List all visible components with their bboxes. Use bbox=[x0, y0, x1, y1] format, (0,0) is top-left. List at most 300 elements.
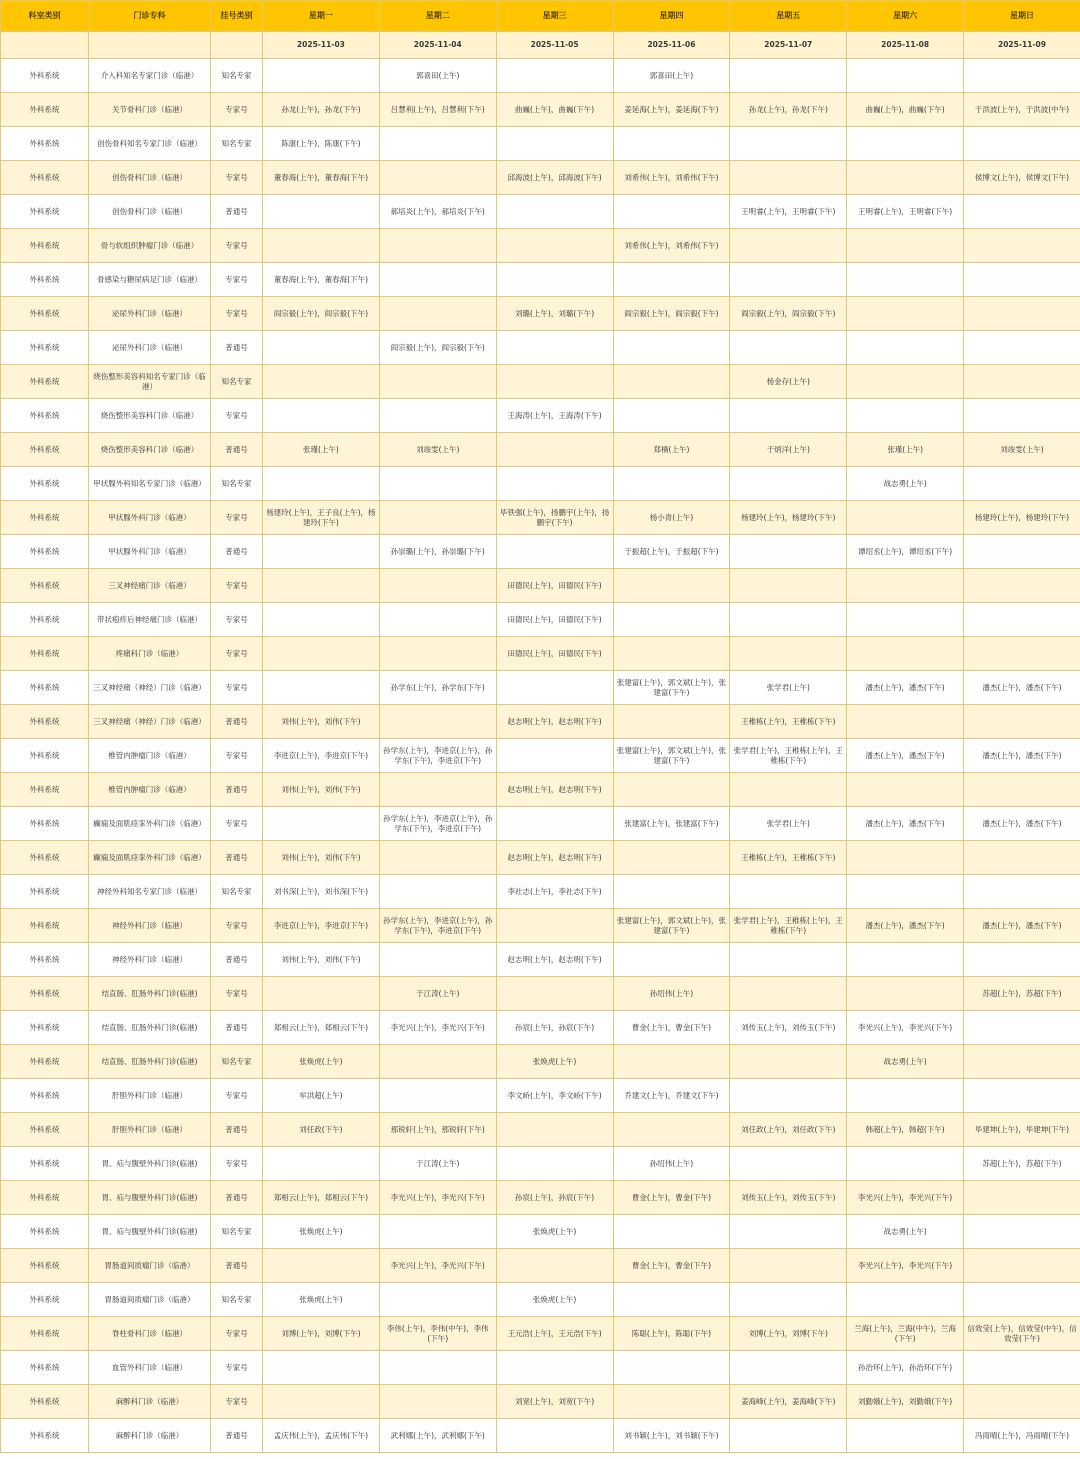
table-row bbox=[1, 705, 1080, 739]
schedule-cell: 张焕虎(上午) bbox=[496, 1045, 613, 1079]
schedule-cell bbox=[613, 195, 730, 229]
schedule-cell: 姜海峰(上午)，姜海峰(下午) bbox=[730, 1385, 847, 1419]
registration-type-cell: 普通号 bbox=[211, 535, 263, 569]
registration-type-cell: 专家号 bbox=[211, 1147, 263, 1181]
schedule-cell: 刘希伟(上午)，刘希伟(下午) bbox=[613, 229, 730, 263]
clinic-cell: 甲状腺外科门诊（临港） bbox=[89, 501, 211, 535]
schedule-cell: 于炳洋(上午) bbox=[730, 433, 847, 467]
schedule-cell bbox=[613, 127, 730, 161]
schedule-cell: 刘宽(上午)，刘宽(下午) bbox=[496, 1385, 613, 1419]
schedule-cell: 潘杰(上午)，潘杰(下午) bbox=[847, 909, 964, 943]
schedule-cell bbox=[379, 1215, 496, 1249]
schedule-cell bbox=[613, 603, 730, 637]
schedule-cell: 潘杰(上午)，潘杰(下午) bbox=[964, 739, 1080, 773]
schedule-cell: 于江涛(上午) bbox=[379, 1147, 496, 1181]
schedule-cell bbox=[613, 1215, 730, 1249]
table-row bbox=[1, 195, 1080, 229]
schedule-cell: 孙学东(上午)，李进京(上午)，孙学东(下午)，李进京(下午) bbox=[379, 807, 496, 841]
table-row bbox=[1, 467, 1080, 501]
schedule-cell: 杨小青(上午) bbox=[613, 501, 730, 535]
schedule-cell: 刘伟(上午)，刘伟(下午) bbox=[263, 705, 380, 739]
schedule-cell bbox=[730, 875, 847, 909]
clinic-cell: 介入科知名专家门诊（临港） bbox=[89, 59, 211, 93]
table-row bbox=[1, 1215, 1080, 1249]
clinic-cell: 脊柱骨科门诊（临港） bbox=[89, 1317, 211, 1351]
schedule-cell: 曲巍(上午)，曲巍(下午) bbox=[847, 93, 964, 127]
dept-cell: 外科系统 bbox=[1, 297, 89, 331]
dept-cell: 外科系统 bbox=[1, 535, 89, 569]
schedule-cell bbox=[847, 297, 964, 331]
dept-cell: 外科系统 bbox=[1, 943, 89, 977]
schedule-cell: 刘博(上午)，刘博(下午) bbox=[263, 1317, 380, 1351]
schedule-cell bbox=[847, 637, 964, 671]
schedule-cell bbox=[847, 127, 964, 161]
schedule-cell bbox=[496, 263, 613, 297]
schedule-cell bbox=[964, 1249, 1080, 1283]
schedule-cell bbox=[964, 127, 1080, 161]
schedule-cell bbox=[847, 365, 964, 399]
schedule-cell: 于洪波(上午)，于洪波(中午) bbox=[964, 93, 1080, 127]
schedule-cell bbox=[496, 535, 613, 569]
clinic-cell: 胃、疝与腹壁外科门诊(临港) bbox=[89, 1147, 211, 1181]
schedule-cell bbox=[730, 1351, 847, 1385]
schedule-cell: 赵志明(上午)，赵志明(下午) bbox=[496, 705, 613, 739]
schedule-cell bbox=[847, 1147, 964, 1181]
clinic-cell: 甲状腺外科知名专家门诊（临港） bbox=[89, 467, 211, 501]
registration-type-cell: 普通号 bbox=[211, 841, 263, 875]
schedule-cell: 阎宗毅(上午)，阎宗毅(下午) bbox=[379, 331, 496, 365]
schedule-cell: 董春海(上午)，董春海(下午) bbox=[263, 263, 380, 297]
schedule-cell: 李光兴(上午)，李光兴(下午) bbox=[847, 1181, 964, 1215]
dept-cell: 外科系统 bbox=[1, 841, 89, 875]
registration-type-cell: 普通号 bbox=[211, 1181, 263, 1215]
schedule-cell bbox=[730, 229, 847, 263]
dept-cell: 外科系统 bbox=[1, 365, 89, 399]
dept-cell: 外科系统 bbox=[1, 807, 89, 841]
registration-type-cell: 普通号 bbox=[211, 705, 263, 739]
table-row bbox=[1, 671, 1080, 705]
schedule-cell: 武利娜(上午)，武利娜(下午) bbox=[379, 1419, 496, 1453]
schedule-cell: 郝培炎(上午)，郝培炎(下午) bbox=[379, 195, 496, 229]
registration-type-cell: 专家号 bbox=[211, 671, 263, 705]
schedule-cell: 苏超(上午)，苏超(下午) bbox=[964, 1147, 1080, 1181]
schedule-cell bbox=[730, 467, 847, 501]
schedule-cell bbox=[964, 705, 1080, 739]
schedule-cell bbox=[964, 229, 1080, 263]
schedule-cell bbox=[730, 1079, 847, 1113]
clinic-cell: 泌尿外科门诊（临港） bbox=[89, 297, 211, 331]
table-row bbox=[1, 841, 1080, 875]
clinic-cell: 烧伤整形美容科门诊（临港） bbox=[89, 433, 211, 467]
registration-type-cell: 专家号 bbox=[211, 1079, 263, 1113]
dept-cell: 外科系统 bbox=[1, 1079, 89, 1113]
schedule-cell bbox=[496, 1147, 613, 1181]
table-row bbox=[1, 1045, 1080, 1079]
registration-type-cell: 知名专家 bbox=[211, 875, 263, 909]
schedule-cell bbox=[847, 59, 964, 93]
schedule-cell bbox=[496, 331, 613, 365]
schedule-cell: 张建富(上午)，郭文斌(上午)，张建富(下午) bbox=[613, 739, 730, 773]
schedule-cell: 郭喜田(上午) bbox=[379, 59, 496, 93]
registration-type-cell: 专家号 bbox=[211, 1385, 263, 1419]
schedule-cell: 田德民(上午)，田德民(下午) bbox=[496, 603, 613, 637]
registration-type-cell: 专家号 bbox=[211, 399, 263, 433]
schedule-cell bbox=[847, 331, 964, 365]
schedule-cell bbox=[613, 569, 730, 603]
schedule-cell: 刘伟(上午)，刘伟(下午) bbox=[263, 841, 380, 875]
schedule-cell: 刘博(上午)，刘博(下午) bbox=[730, 1317, 847, 1351]
schedule-cell bbox=[964, 365, 1080, 399]
schedule-cell: 李光兴(上午)，李光兴(下午) bbox=[379, 1249, 496, 1283]
clinic-cell: 神经外科知名专家门诊（临港） bbox=[89, 875, 211, 909]
schedule-cell bbox=[263, 603, 380, 637]
schedule-cell bbox=[613, 637, 730, 671]
table-row bbox=[1, 977, 1080, 1011]
schedule-cell bbox=[379, 501, 496, 535]
schedule-cell bbox=[379, 841, 496, 875]
dept-cell: 外科系统 bbox=[1, 1045, 89, 1079]
schedule-cell: 王海涛(上午)，王海涛(下午) bbox=[496, 399, 613, 433]
schedule-cell bbox=[964, 1079, 1080, 1113]
schedule-cell bbox=[613, 773, 730, 807]
schedule-cell: 张瑾(上午) bbox=[263, 433, 380, 467]
dept-cell: 外科系统 bbox=[1, 161, 89, 195]
registration-type-cell: 知名专家 bbox=[211, 59, 263, 93]
schedule-cell: 张焕虎(上午) bbox=[263, 1283, 380, 1317]
table-row bbox=[1, 1351, 1080, 1385]
schedule-cell bbox=[730, 943, 847, 977]
schedule-cell bbox=[730, 569, 847, 603]
schedule-cell bbox=[847, 501, 964, 535]
schedule-cell bbox=[964, 841, 1080, 875]
schedule-cell: 苏超(上午)，苏超(下午) bbox=[964, 977, 1080, 1011]
schedule-cell bbox=[496, 1351, 613, 1385]
schedule-cell bbox=[379, 229, 496, 263]
schedule-cell bbox=[964, 637, 1080, 671]
registration-type-cell: 知名专家 bbox=[211, 365, 263, 399]
registration-type-cell: 专家号 bbox=[211, 977, 263, 1011]
registration-type-cell: 专家号 bbox=[211, 297, 263, 331]
schedule-cell bbox=[847, 569, 964, 603]
schedule-cell: 于江涛(上午) bbox=[379, 977, 496, 1011]
schedule-cell: 冯雨晴(上午)，冯雨晴(下午) bbox=[964, 1419, 1080, 1453]
schedule-cell: 杨金存(上午) bbox=[730, 365, 847, 399]
schedule-cell bbox=[847, 943, 964, 977]
schedule-cell bbox=[964, 875, 1080, 909]
table-row bbox=[1, 1317, 1080, 1351]
date-blank bbox=[211, 32, 263, 59]
schedule-cell bbox=[730, 603, 847, 637]
schedule-cell: 刘勤娥(上午)，刘勤娥(下午) bbox=[847, 1385, 964, 1419]
schedule-cell: 刘竣雯(上午) bbox=[379, 433, 496, 467]
schedule-cell: 李光兴(上午)，李光兴(下午) bbox=[847, 1249, 964, 1283]
schedule-cell bbox=[613, 1045, 730, 1079]
schedule-cell bbox=[613, 1385, 730, 1419]
table-row bbox=[1, 943, 1080, 977]
schedule-cell bbox=[964, 59, 1080, 93]
dept-cell: 外科系统 bbox=[1, 1317, 89, 1351]
clinic-cell: 关节骨科门诊（临港） bbox=[89, 93, 211, 127]
schedule-cell: 刘璐(上午)，刘璐(下午) bbox=[496, 297, 613, 331]
schedule-cell bbox=[379, 637, 496, 671]
schedule-cell: 孙崇璐(上午)，孙崇璐(下午) bbox=[379, 535, 496, 569]
schedule-cell: 陈聪(上午)，陈聪(下午) bbox=[613, 1317, 730, 1351]
schedule-cell bbox=[730, 1419, 847, 1453]
schedule-cell: 吕慧利(上午)，吕慧利(下午) bbox=[379, 93, 496, 127]
dept-cell: 外科系统 bbox=[1, 1283, 89, 1317]
schedule-cell bbox=[379, 943, 496, 977]
schedule-cell: 赵志明(上午)，赵志明(下午) bbox=[496, 773, 613, 807]
registration-type-cell: 普通号 bbox=[211, 773, 263, 807]
schedule-cell bbox=[379, 399, 496, 433]
schedule-cell bbox=[496, 739, 613, 773]
schedule-cell: 孙龙(上午)，孙龙(下午) bbox=[263, 93, 380, 127]
schedule-cell: 王明睿(上午)，王明睿(下午) bbox=[847, 195, 964, 229]
schedule-cell: 信效莹(上午)，信效莹(中午)，信效莹(下午) bbox=[964, 1317, 1080, 1351]
schedule-cell bbox=[613, 263, 730, 297]
table-row bbox=[1, 909, 1080, 943]
date-cell: 2025-11-08 bbox=[847, 32, 964, 59]
schedule-cell bbox=[847, 705, 964, 739]
schedule-cell bbox=[964, 297, 1080, 331]
schedule-cell bbox=[379, 569, 496, 603]
schedule-cell bbox=[496, 1249, 613, 1283]
table-row bbox=[1, 161, 1080, 195]
schedule-cell: 牟洪超(上午) bbox=[263, 1079, 380, 1113]
schedule-cell: 李伟(上午)，李伟(中午)，李伟(下午) bbox=[379, 1317, 496, 1351]
clinic-cell: 椎管内肿瘤门诊（临港） bbox=[89, 773, 211, 807]
schedule-cell bbox=[496, 909, 613, 943]
schedule-cell bbox=[496, 467, 613, 501]
schedule-cell: 曹金(上午)，曹金(下午) bbox=[613, 1181, 730, 1215]
dept-cell: 外科系统 bbox=[1, 1215, 89, 1249]
dept-cell: 外科系统 bbox=[1, 671, 89, 705]
table-row bbox=[1, 127, 1080, 161]
schedule-cell bbox=[964, 1283, 1080, 1317]
clinic-cell: 结直肠、肛肠外科门诊(临港) bbox=[89, 1011, 211, 1045]
dept-cell: 外科系统 bbox=[1, 229, 89, 263]
clinic-cell: 三叉神经痛（神经）门诊（临港） bbox=[89, 671, 211, 705]
table-row bbox=[1, 1249, 1080, 1283]
date-cell: 2025-11-05 bbox=[496, 32, 613, 59]
schedule-cell: 刘任政(上午)，刘任政(下午) bbox=[730, 1113, 847, 1147]
schedule-cell: 孙学东(上午)，孙学东(下午) bbox=[379, 671, 496, 705]
schedule-cell bbox=[730, 399, 847, 433]
header-fri: 星期五 bbox=[730, 1, 847, 32]
schedule-cell bbox=[964, 399, 1080, 433]
schedule-cell bbox=[379, 467, 496, 501]
schedule-cell bbox=[379, 603, 496, 637]
dept-cell: 外科系统 bbox=[1, 603, 89, 637]
table-row bbox=[1, 1419, 1080, 1453]
schedule-cell: 孙宸(上午)，孙宸(下午) bbox=[496, 1011, 613, 1045]
schedule-cell bbox=[847, 399, 964, 433]
schedule-cell bbox=[379, 365, 496, 399]
schedule-cell bbox=[613, 875, 730, 909]
registration-type-cell: 知名专家 bbox=[211, 467, 263, 501]
schedule-cell bbox=[730, 59, 847, 93]
schedule-cell bbox=[496, 59, 613, 93]
schedule-cell bbox=[379, 263, 496, 297]
schedule-cell bbox=[847, 603, 964, 637]
table-row bbox=[1, 263, 1080, 297]
header-clinic: 门诊专科 bbox=[89, 1, 211, 32]
schedule-cell bbox=[964, 1181, 1080, 1215]
schedule-cell: 孙绍伟(上午) bbox=[613, 1147, 730, 1181]
schedule-cell bbox=[496, 1113, 613, 1147]
schedule-cell bbox=[730, 263, 847, 297]
schedule-cell: 郑相云(上午)，郑相云(下午) bbox=[263, 1011, 380, 1045]
registration-type-cell: 专家号 bbox=[211, 739, 263, 773]
clinic-cell: 肝胆外科门诊（临港） bbox=[89, 1079, 211, 1113]
schedule-cell bbox=[613, 1351, 730, 1385]
schedule-cell: 李光兴(上午)，李光兴(下午) bbox=[379, 1011, 496, 1045]
schedule-cell bbox=[964, 1385, 1080, 1419]
schedule-cell bbox=[379, 1385, 496, 1419]
registration-type-cell: 专家号 bbox=[211, 93, 263, 127]
registration-type-cell: 普通号 bbox=[211, 433, 263, 467]
schedule-cell: 刘书颖(上午)，刘书颖(下午) bbox=[613, 1419, 730, 1453]
schedule-cell: 孙治环(上午)，孙治环(下午) bbox=[847, 1351, 964, 1385]
date-cell: 2025-11-09 bbox=[964, 32, 1080, 59]
schedule-cell: 姜延海(上午)，姜延海(下午) bbox=[613, 93, 730, 127]
header-wed: 星期三 bbox=[496, 1, 613, 32]
table-row bbox=[1, 297, 1080, 331]
registration-type-cell: 专家号 bbox=[211, 263, 263, 297]
schedule-cell: 阎宗毅(上午)，阎宗毅(下午) bbox=[613, 297, 730, 331]
table-row bbox=[1, 365, 1080, 399]
schedule-cell bbox=[263, 1147, 380, 1181]
schedule-cell bbox=[847, 229, 964, 263]
schedule-cell: 杨建玲(上午)，王子良(上午)，杨建玲(下午) bbox=[263, 501, 380, 535]
schedule-cell bbox=[847, 841, 964, 875]
registration-type-cell: 知名专家 bbox=[211, 1283, 263, 1317]
header-sat: 星期六 bbox=[847, 1, 964, 32]
dept-cell: 外科系统 bbox=[1, 501, 89, 535]
header-sun: 星期日 bbox=[964, 1, 1080, 32]
dept-cell: 外科系统 bbox=[1, 467, 89, 501]
schedule-cell: 谭绍丞(上午)，谭绍丞(下午) bbox=[847, 535, 964, 569]
clinic-cell: 结直肠、肛肠外科门诊(临港) bbox=[89, 977, 211, 1011]
schedule-cell: 毕铁强(上午)，扬鹏宇(上午)，扬鹏宇(下午) bbox=[496, 501, 613, 535]
schedule-cell bbox=[379, 1283, 496, 1317]
schedule-cell: 田德民(上午)，田德民(下午) bbox=[496, 569, 613, 603]
schedule-cell bbox=[613, 365, 730, 399]
dept-cell: 外科系统 bbox=[1, 1249, 89, 1283]
schedule-cell: 赵志明(上午)，赵志明(下午) bbox=[496, 943, 613, 977]
schedule-cell bbox=[964, 467, 1080, 501]
schedule-cell: 李光兴(上午)，李光兴(下午) bbox=[379, 1181, 496, 1215]
schedule-cell: 杨建玲(上午)，杨建玲(下午) bbox=[730, 501, 847, 535]
schedule-cell bbox=[379, 1351, 496, 1385]
table-row bbox=[1, 1181, 1080, 1215]
date-cell: 2025-11-04 bbox=[379, 32, 496, 59]
schedule-cell: 阎宗毅(上午)，阎宗毅(下午) bbox=[730, 297, 847, 331]
clinic-cell: 带状疱疹后神经痛门诊（临港） bbox=[89, 603, 211, 637]
date-cell: 2025-11-06 bbox=[613, 32, 730, 59]
table-row bbox=[1, 331, 1080, 365]
registration-type-cell: 知名专家 bbox=[211, 1045, 263, 1079]
clinic-cell: 疼痛科门诊（临港） bbox=[89, 637, 211, 671]
table-row bbox=[1, 1283, 1080, 1317]
dept-cell: 外科系统 bbox=[1, 433, 89, 467]
schedule-cell bbox=[730, 773, 847, 807]
clinic-cell: 结直肠、肛肠外科门诊(临港) bbox=[89, 1045, 211, 1079]
schedule-cell bbox=[964, 773, 1080, 807]
schedule-cell: 战志勇(上午) bbox=[847, 467, 964, 501]
schedule-cell bbox=[496, 1419, 613, 1453]
dept-cell: 外科系统 bbox=[1, 1011, 89, 1045]
schedule-cell bbox=[379, 1079, 496, 1113]
schedule-cell bbox=[613, 943, 730, 977]
schedule-cell: 刘希伟(上午)，刘希伟(下午) bbox=[613, 161, 730, 195]
registration-type-cell: 专家号 bbox=[211, 229, 263, 263]
table-row bbox=[1, 229, 1080, 263]
schedule-cell bbox=[379, 161, 496, 195]
schedule-cell bbox=[263, 807, 380, 841]
dept-cell: 外科系统 bbox=[1, 1351, 89, 1385]
dept-cell: 外科系统 bbox=[1, 127, 89, 161]
registration-type-cell: 普通号 bbox=[211, 331, 263, 365]
dept-cell: 外科系统 bbox=[1, 1419, 89, 1453]
dept-cell: 外科系统 bbox=[1, 399, 89, 433]
schedule-cell: 潘杰(上午)，潘杰(下午) bbox=[964, 807, 1080, 841]
schedule-cell: 刘伟(上午)，刘伟(下午) bbox=[263, 943, 380, 977]
dept-cell: 外科系统 bbox=[1, 739, 89, 773]
schedule-cell bbox=[847, 263, 964, 297]
dept-cell: 外科系统 bbox=[1, 637, 89, 671]
schedule-cell: 曹金(上午)，曹金(下午) bbox=[613, 1011, 730, 1045]
schedule-cell bbox=[263, 1385, 380, 1419]
schedule-cell bbox=[379, 705, 496, 739]
schedule-cell: 那锐轩(上午)，那锐轩(下午) bbox=[379, 1113, 496, 1147]
schedule-cell: 张焕虎(上午) bbox=[263, 1215, 380, 1249]
table-row bbox=[1, 93, 1080, 127]
schedule-cell bbox=[730, 637, 847, 671]
schedule-cell: 王稚栋(上午)，王稚栋(下午) bbox=[730, 705, 847, 739]
schedule-cell bbox=[847, 773, 964, 807]
schedule-cell bbox=[263, 637, 380, 671]
schedule-cell bbox=[263, 331, 380, 365]
table-row bbox=[1, 569, 1080, 603]
dept-cell: 外科系统 bbox=[1, 195, 89, 229]
schedule-cell: 张建富(上午)，郭文斌(上午)，张建富(下午) bbox=[613, 909, 730, 943]
schedule-cell: 张焕虎(上午) bbox=[496, 1283, 613, 1317]
schedule-cell: 战志勇(上午) bbox=[847, 1215, 964, 1249]
date-blank bbox=[1, 32, 89, 59]
schedule-cell bbox=[847, 1079, 964, 1113]
schedule-cell: 杨建玲(上午)，杨建玲(下午) bbox=[964, 501, 1080, 535]
clinic-cell: 三叉神经痛（神经）门诊（临港） bbox=[89, 705, 211, 739]
schedule-cell bbox=[263, 365, 380, 399]
registration-type-cell: 知名专家 bbox=[211, 127, 263, 161]
registration-type-cell: 普通号 bbox=[211, 195, 263, 229]
schedule-cell: 潘杰(上午)，潘杰(下午) bbox=[847, 739, 964, 773]
schedule-cell bbox=[263, 535, 380, 569]
schedule-cell bbox=[847, 977, 964, 1011]
schedule-cell: 李进京(上午)，李进京(下午) bbox=[263, 739, 380, 773]
header-tue: 星期二 bbox=[379, 1, 496, 32]
clinic-cell: 烧伤整形美容科知名专家门诊（临港） bbox=[89, 365, 211, 399]
schedule-cell bbox=[613, 841, 730, 875]
schedule-cell: 刘任政(下午) bbox=[263, 1113, 380, 1147]
schedule-cell bbox=[730, 1045, 847, 1079]
clinic-cell: 胃肠道间质瘤门诊（临港） bbox=[89, 1283, 211, 1317]
schedule-cell bbox=[730, 977, 847, 1011]
table-row bbox=[1, 1079, 1080, 1113]
registration-type-cell: 专家号 bbox=[211, 569, 263, 603]
schedule-cell: 张建富(上午)，张建富(下午) bbox=[613, 807, 730, 841]
